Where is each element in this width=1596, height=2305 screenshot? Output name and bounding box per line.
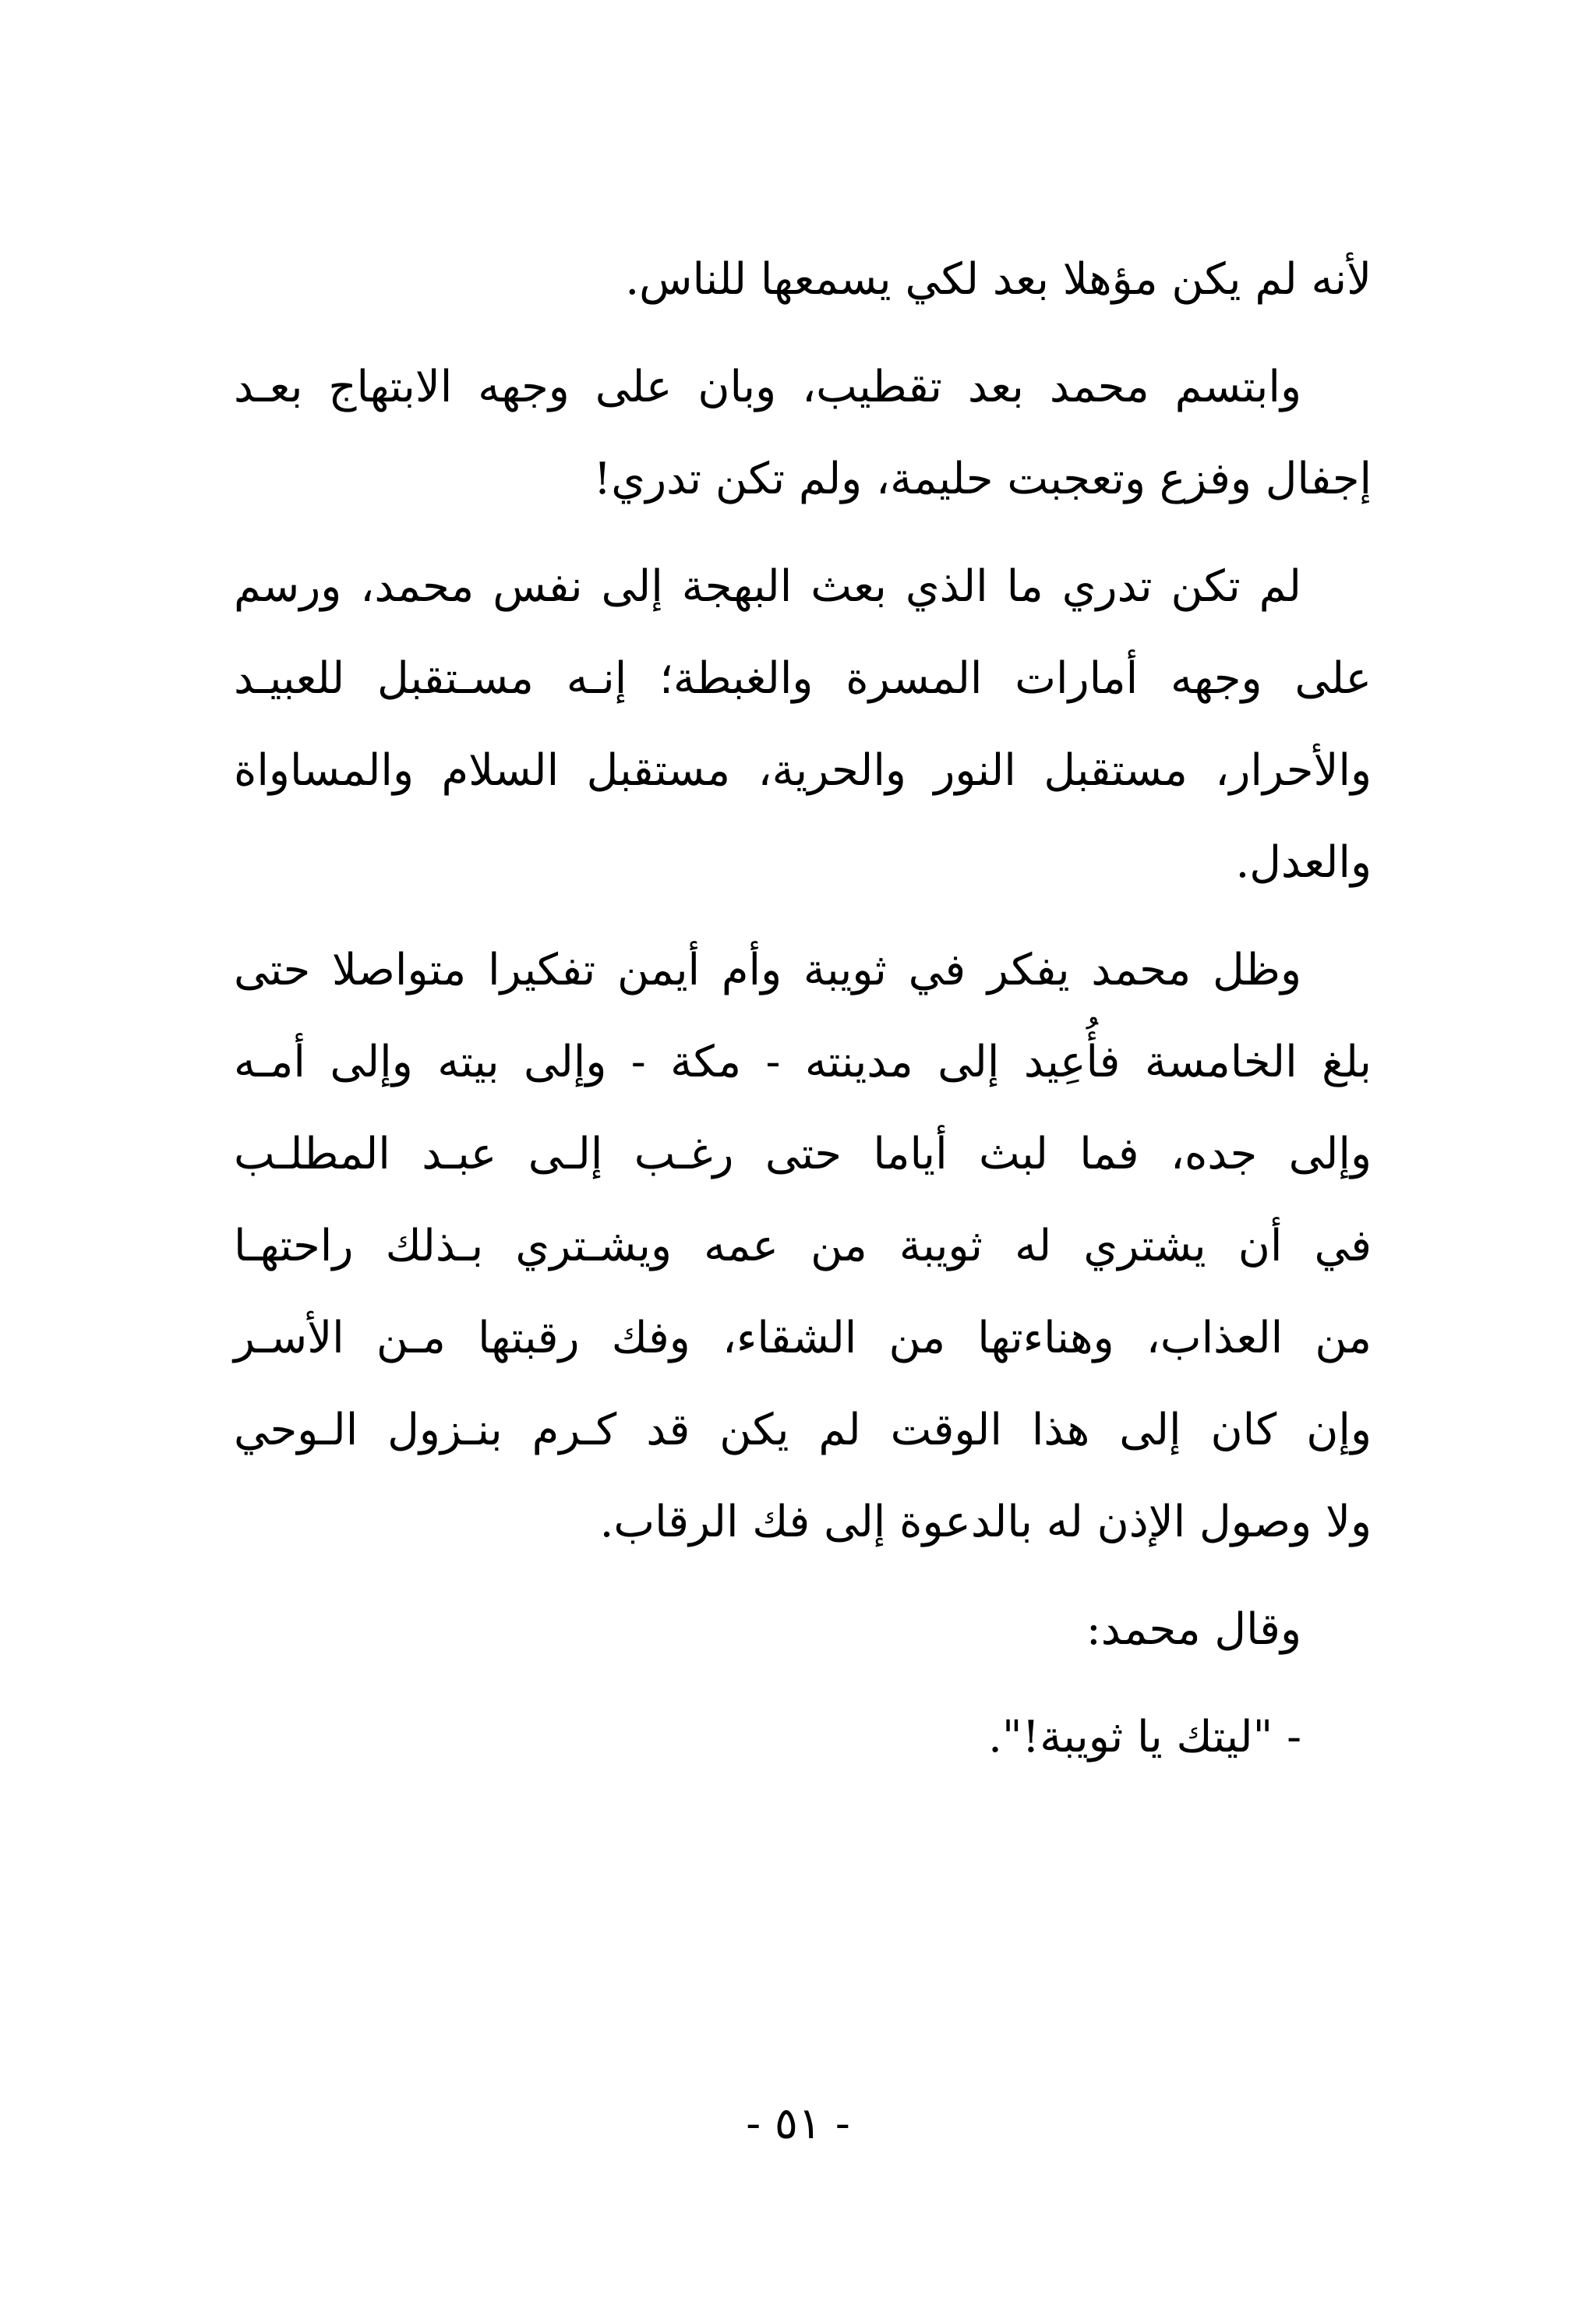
text-line: إجفال وفزع وتعجبت حليمة، ولم تكن تدري! bbox=[593, 454, 1372, 504]
text-line: - "ليتك يا ثويبة!". bbox=[988, 1712, 1301, 1762]
text-line: على وجهه أمارات المسرة والغبطة؛ إنـه مسـتقبل للعبيـد bbox=[234, 653, 1372, 704]
text-line: وظل محمد يفكر في ثويبة وأم أيمن تفكيرا متواصلا حتى bbox=[234, 945, 1301, 995]
text-line: والأحرار، مستقبل النور والحرية، مستقبل السلام والمساواة bbox=[234, 745, 1372, 796]
text-line: من العذاب، وهناءتها من الشقاء، وفك رقبتها مـن الأسـر bbox=[234, 1313, 1372, 1363]
dialogue-line bbox=[234, 1692, 1372, 1784]
paragraph-2 bbox=[234, 341, 1372, 525]
page-number: - ٥١ - bbox=[746, 2098, 850, 2149]
paragraph-4 bbox=[234, 924, 1372, 1568]
text-line: في أن يشتري له ثويبة من عمه ويشـتري بـذلك راحتهـا bbox=[234, 1221, 1372, 1271]
text-line: لم تكن تدري ما الذي بعث البهجة إلى نفس محمد، ورسم bbox=[234, 561, 1301, 612]
text-line: بلغ الخامسة فأُعِيد إلى مدينته - مكة - وإلى بيته وإلى أمـه bbox=[234, 1037, 1372, 1087]
paragraph-3 bbox=[234, 541, 1372, 909]
text-line: وإن كان إلى هذا الوقت لم يكن قد كـرم بنـزول الـوحي bbox=[234, 1405, 1372, 1455]
text-line: وقال محمد: bbox=[1086, 1604, 1301, 1655]
paragraph-5 bbox=[234, 1584, 1372, 1676]
text-line: ولا وصول الإذن له بالدعوة إلى فك الرقاب. bbox=[599, 1497, 1372, 1547]
text-line: والعدل. bbox=[1235, 837, 1372, 888]
paragraph-1 bbox=[234, 234, 1372, 326]
text-line: لأنه لم يكن مؤهلا بعد لكي يسمعها للناس. bbox=[625, 254, 1372, 305]
text-line: وابتسم محمد بعد تقطيب، وبان على وجهه الابتهاج بعـد bbox=[234, 362, 1301, 412]
text-line: وإلى جده، فما لبث أياما حتى رغـب إلـى عبـد المطلـب bbox=[234, 1129, 1372, 1179]
body-text bbox=[234, 234, 1372, 1799]
